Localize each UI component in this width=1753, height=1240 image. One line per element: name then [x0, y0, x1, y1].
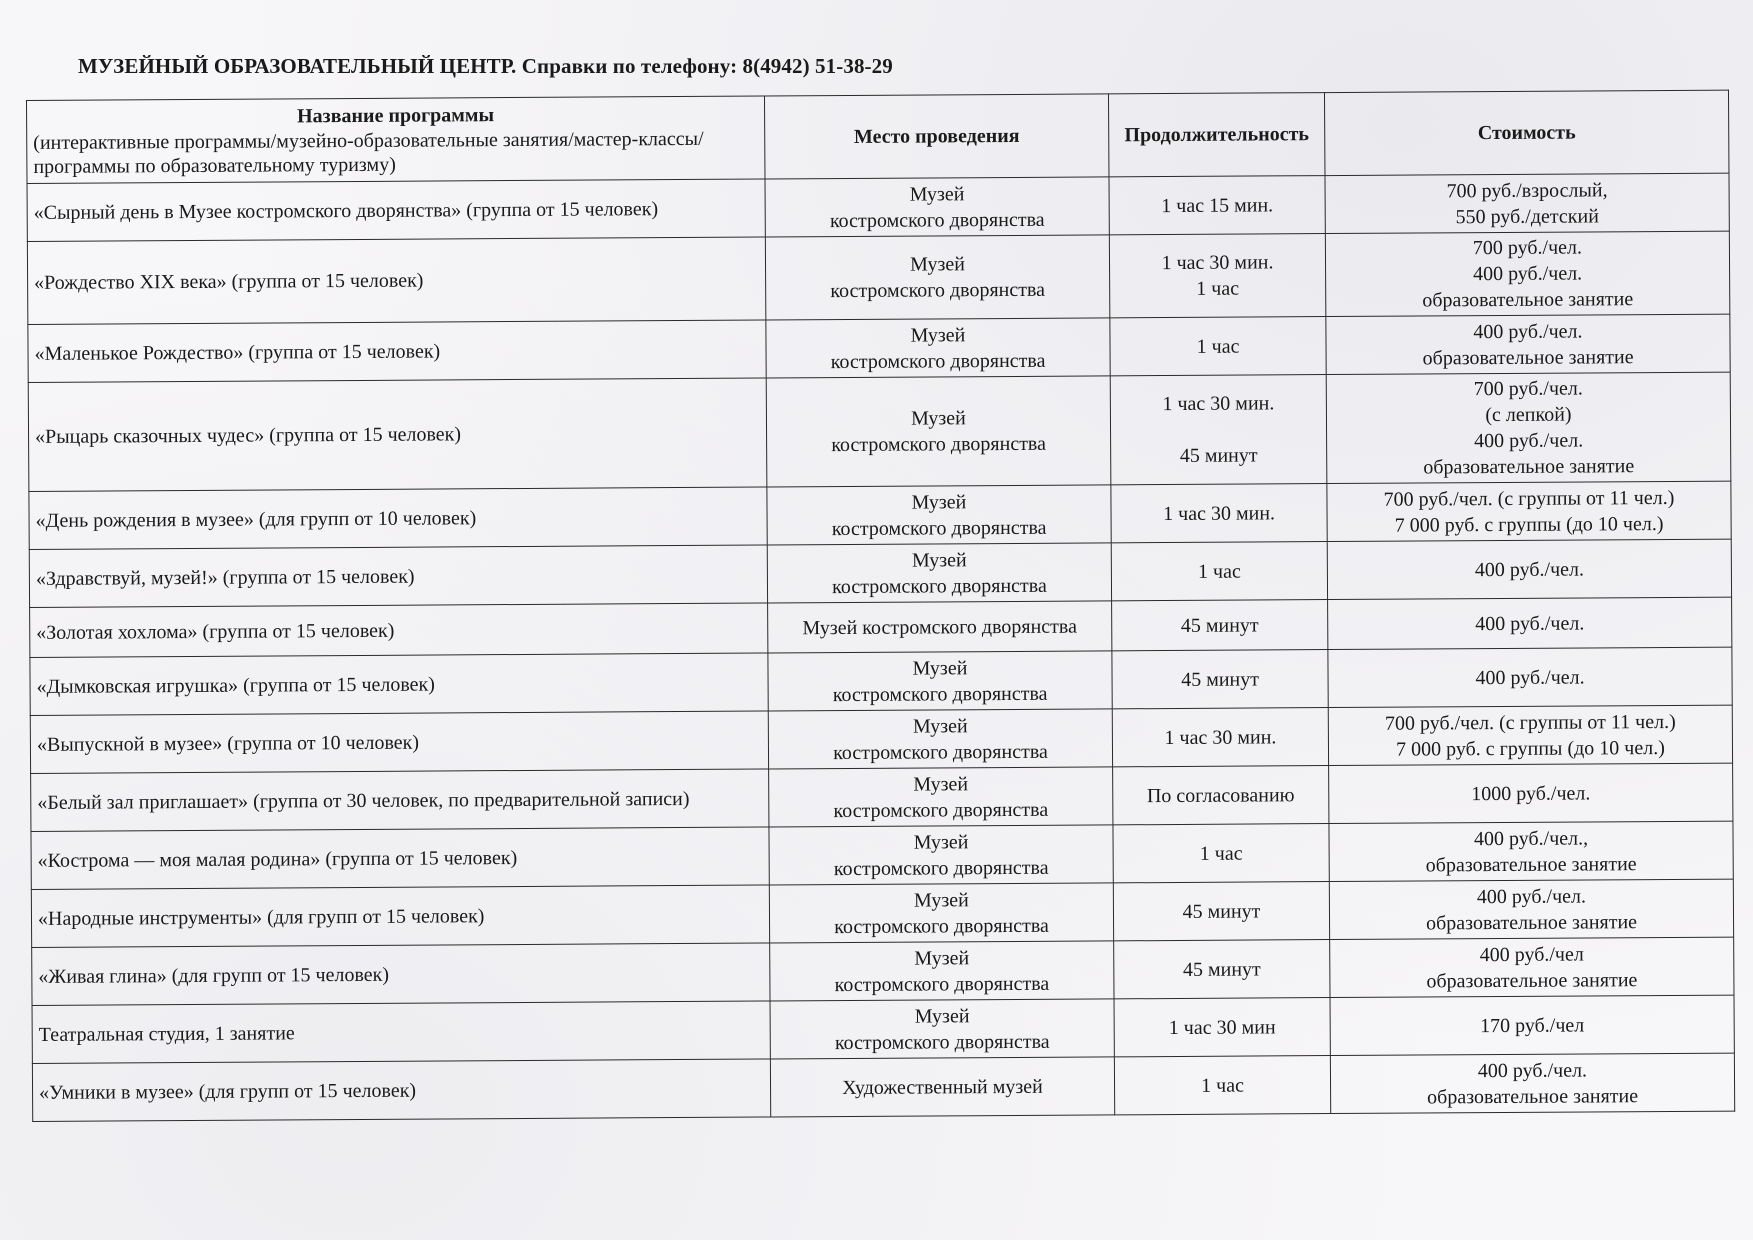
cost-cell [1329, 763, 1733, 823]
place-cell [767, 485, 1111, 545]
table-row [29, 481, 1731, 549]
place-cell-line: Музей [913, 830, 969, 854]
header-cost: Стоимость [1324, 90, 1728, 175]
duration-cell [1113, 824, 1329, 883]
place-cell-line: костромского дворянства [829, 208, 1045, 232]
duration-cell-line: 1 час 15 мин. [1161, 193, 1274, 217]
place-cell [768, 651, 1112, 711]
cost-cell-line: 7 000 руб. с группы (до 10 чел.) [1396, 736, 1665, 761]
cost-cell-line: 700 руб./взрослый, [1446, 178, 1608, 202]
place-cell-line: Музей [912, 714, 968, 738]
cost-cell-line: (с лепкой) [1485, 403, 1572, 427]
duration-cell-line: 1 час 30 мин. [1161, 251, 1274, 275]
place-cell-line: костромского дворянства [834, 1030, 1050, 1054]
table-row [31, 763, 1733, 831]
place-cell-line: костромского дворянства [833, 798, 1049, 822]
table-row [30, 705, 1732, 773]
cost-cell-line: 400 руб./чел. [1475, 611, 1585, 635]
table-row [28, 372, 1731, 491]
duration-cell [1110, 375, 1327, 485]
duration-cell-line: 45 минут [1179, 444, 1258, 467]
place-cell-line: костромского дворянства [832, 574, 1047, 598]
place-cell-line: Музей костромского дворянства [802, 615, 1078, 639]
place-cell-line: костромского дворянства [831, 516, 1047, 540]
program-name-cell: «Живая глина» (для групп от 15 человек) [32, 943, 770, 1006]
duration-cell [1113, 766, 1329, 825]
table-row [28, 314, 1730, 382]
duration-cell [1113, 882, 1329, 941]
program-name-cell: «Маленькое Рождество» (группа от 15 человек) [28, 320, 766, 383]
cost-cell [1330, 1053, 1734, 1113]
place-cell-line: костромского дворянства [834, 914, 1049, 938]
place-cell [766, 318, 1110, 378]
cost-cell-line: образовательное занятие [1426, 910, 1638, 934]
place-cell-line: Музей [911, 548, 967, 572]
table-header-row [27, 90, 1729, 183]
cost-cell-line: образовательное занятие [1427, 1084, 1639, 1108]
header-place: Место проведения [764, 94, 1109, 179]
cost-cell-line: 700 руб./чел. [1473, 377, 1583, 401]
cost-cell-line: 400 руб./чел. [1472, 262, 1583, 286]
cost-cell-line: 400 руб./чел. [1473, 429, 1584, 453]
table-body [27, 173, 1735, 1121]
duration-cell-line: 1 час [1199, 842, 1243, 865]
duration-cell-line: 45 минут [1180, 613, 1259, 637]
cost-cell [1325, 231, 1729, 316]
duration-cell-line: 45 минут [1182, 957, 1261, 981]
cost-cell [1325, 173, 1729, 233]
duration-cell-line: 1 час [1196, 277, 1240, 300]
document-title: МУЗЕЙНЫЙ ОБРАЗОВАТЕЛЬНЫЙ ЦЕНТР. Справки по телефону: 8(4942) 51-38-29 [78, 54, 893, 78]
cost-cell-line: 170 руб./чел [1480, 1013, 1585, 1037]
duration-cell [1114, 940, 1330, 999]
cost-cell [1328, 597, 1732, 649]
place-cell [768, 709, 1112, 769]
cost-cell [1326, 372, 1731, 483]
place-cell-line: Музей [914, 946, 970, 970]
program-name-cell: «Здравствуй, музей!» (группа от 15 человек) [29, 545, 767, 608]
program-name-cell: «Белый зал приглашает» (группа от 30 человек, по предварительной записи) [31, 769, 769, 832]
table-row [31, 821, 1733, 889]
place-cell-line: Музей [910, 253, 965, 276]
program-name-cell: «День рождения в музее» (для групп от 10 человек) [29, 487, 767, 550]
place-cell-line: костромского дворянства [833, 740, 1048, 764]
place-cell-line: костромского дворянства [831, 432, 1047, 457]
duration-cell-line: 1 час 30 мин [1168, 1015, 1276, 1039]
program-name-cell: «Сырный день в Музее костромского дворянства» (группа от 15 человек) [27, 179, 765, 242]
header-duration: Продолжительность [1108, 93, 1325, 177]
place-cell-line: Музей [913, 772, 969, 796]
cost-cell-line: 1000 руб./чел. [1471, 781, 1591, 805]
place-cell [766, 376, 1111, 487]
table-row [32, 937, 1734, 1005]
place-cell [767, 543, 1111, 603]
duration-cell [1109, 176, 1325, 235]
duration-cell-line: 45 минут [1181, 667, 1260, 691]
table-row [31, 879, 1733, 947]
table-row [27, 231, 1729, 324]
duration-cell-line: 1 час 30 мин. [1162, 392, 1275, 416]
duration-cell-line: 45 минут [1182, 899, 1261, 923]
table-row [29, 539, 1731, 607]
duration-cell [1112, 708, 1328, 767]
place-cell-line: Музей [912, 656, 968, 680]
duration-cell [1112, 650, 1328, 709]
cost-cell-line: образовательное занятие [1425, 852, 1637, 876]
duration-cell-line: 1 час [1196, 335, 1240, 358]
program-name-cell: «Кострома — моя малая родина» (группа от 15 человек) [31, 827, 769, 890]
place-cell [770, 1057, 1114, 1117]
duration-cell-line: 1 час [1201, 1074, 1245, 1097]
place-cell-line: Музей [911, 490, 967, 514]
place-cell-line: костромского дворянства [830, 278, 1046, 303]
duration-cell [1110, 317, 1326, 376]
table-row [30, 647, 1732, 715]
cost-cell [1330, 995, 1734, 1055]
cost-cell-line: 400 руб./чел. [1474, 557, 1585, 581]
cost-cell-line: 400 руб./чел. [1475, 665, 1585, 689]
cost-cell-line: образовательное занятие [1426, 968, 1638, 992]
header-program-name-subtitle: (интерактивные программы/музейно-образовательные занятия/мастер-классы/программы по образовательному туризму) [33, 127, 704, 178]
place-cell-line: Музей [909, 182, 965, 206]
place-cell-line: костромского дворянства [830, 349, 1046, 373]
cost-cell-line: 7 000 руб. с группы (до 10 чел.) [1394, 512, 1664, 537]
table-row [32, 1053, 1734, 1121]
place-cell [769, 767, 1113, 827]
place-cell-line: Музей [914, 1004, 970, 1028]
program-name-cell: «Дымковская игрушка» (группа от 15 человек) [30, 653, 768, 716]
cost-cell [1330, 937, 1734, 997]
place-cell [770, 999, 1114, 1059]
place-cell-line: Музей [910, 323, 966, 347]
cost-cell-line: 700 руб./чел. [1472, 236, 1583, 260]
place-cell-line: Музей [911, 407, 966, 430]
cost-cell-line: 400 руб./чел. [1476, 884, 1587, 908]
place-cell [770, 941, 1114, 1001]
program-name-cell: «Рыцарь сказочных чудес» (группа от 15 человек) [28, 378, 767, 492]
duration-cell-line: 1 час 30 мин. [1163, 501, 1276, 525]
cost-cell [1326, 314, 1730, 374]
cost-cell-line: 400 руб./чел. [1477, 1058, 1588, 1082]
place-cell [765, 235, 1110, 320]
place-cell [765, 177, 1109, 237]
cost-cell-line: 550 руб./детский [1455, 204, 1599, 228]
program-name-cell: «Золотая хохлома» (группа от 15 человек) [30, 603, 768, 658]
duration-cell [1111, 484, 1327, 543]
duration-cell-line: 1 час 30 мин. [1164, 725, 1277, 749]
place-cell-line: Музей [913, 888, 969, 912]
program-name-cell: «Рождество XIX века» (группа от 15 человек) [27, 237, 765, 325]
place-cell-line: костромского дворянства [834, 972, 1050, 996]
program-name-cell: «Народные инструменты» (для групп от 15 человек) [31, 885, 769, 948]
programs-table [26, 90, 1735, 1122]
cost-cell [1329, 821, 1733, 881]
place-cell [769, 825, 1113, 885]
cost-cell-line: 700 руб./чел. (с группы от 11 чел.) [1384, 710, 1676, 735]
table-row [32, 995, 1734, 1063]
table-row [27, 173, 1729, 241]
duration-cell-line: По согласованию [1146, 783, 1295, 807]
program-name-cell: «Выпускной в музее» (группа от 10 человек) [30, 711, 768, 774]
program-name-cell: «Умники в музее» (для групп от 15 человек) [32, 1059, 770, 1122]
cost-cell-line: 400 руб./чел [1479, 943, 1584, 966]
place-cell-line: костромского дворянства [833, 856, 1049, 880]
duration-cell-line [1117, 416, 1320, 443]
cost-cell [1329, 879, 1733, 939]
cost-cell [1327, 539, 1731, 599]
cost-cell-line: 400 руб./чел., [1473, 826, 1589, 850]
cost-cell-line: образовательное занятие [1422, 345, 1634, 369]
cost-cell-line: 400 руб./чел. [1473, 319, 1583, 343]
cost-cell [1328, 647, 1732, 707]
cost-cell [1327, 481, 1731, 541]
cost-cell-line: образовательное занятие [1423, 455, 1635, 479]
cost-cell [1328, 705, 1732, 765]
duration-cell [1114, 998, 1330, 1057]
place-cell [768, 601, 1112, 653]
duration-cell [1114, 1056, 1330, 1115]
place-cell-line: костромского дворянства [832, 682, 1048, 706]
header-program-name [27, 96, 765, 184]
cost-cell-line: образовательное занятие [1422, 288, 1634, 312]
duration-cell-line: 1 час [1197, 560, 1241, 583]
place-cell-line: Художественный музей [842, 1075, 1043, 1099]
cost-cell-line: 700 руб./чел. (с группы от 11 чел.) [1383, 486, 1675, 511]
program-name-cell: Театральная студия, 1 занятие [32, 1001, 770, 1064]
duration-cell [1111, 542, 1327, 601]
duration-cell [1109, 234, 1326, 318]
header-program-name-label: Название программы [297, 104, 495, 128]
duration-cell [1112, 600, 1328, 651]
place-cell [769, 883, 1113, 943]
